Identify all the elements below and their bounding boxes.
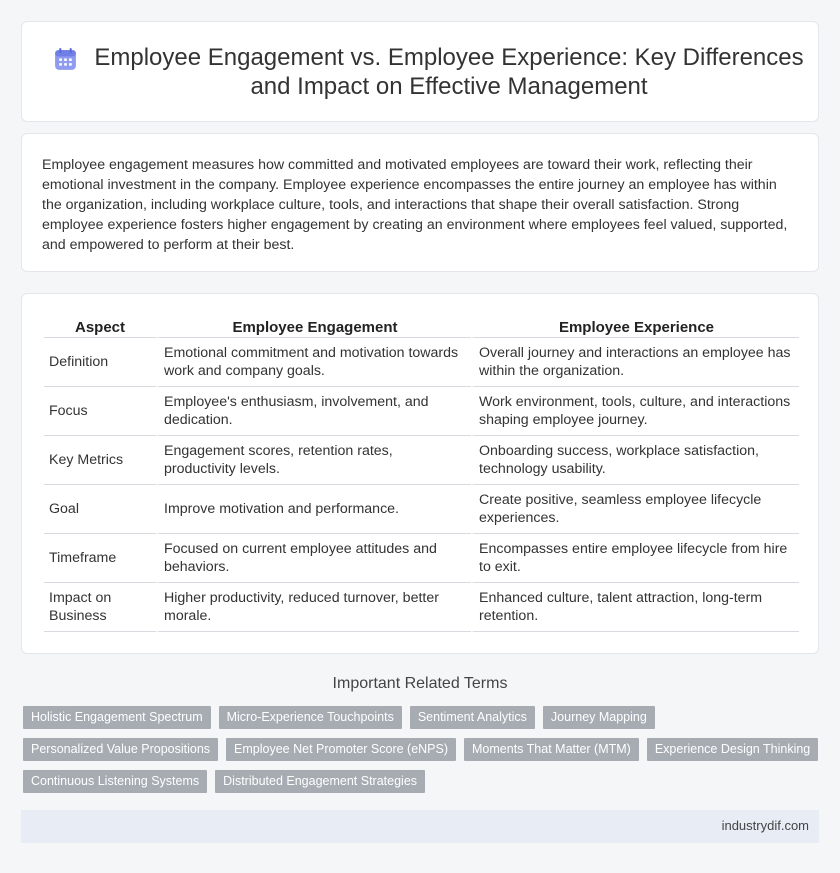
- cell-aspect: Timeframe: [44, 534, 156, 583]
- related-terms-title: Important Related Terms: [332, 675, 508, 692]
- calendar-icon: [53, 47, 78, 72]
- footer-site-link[interactable]: industrydif.com: [721, 818, 809, 833]
- cell-aspect: Impact on Business: [44, 583, 156, 632]
- table-header-row: [44, 314, 799, 338]
- header-employee-experience: Employee Experience: [471, 314, 799, 338]
- related-term-tag[interactable]: Continuous Listening Systems: [23, 770, 207, 793]
- intro-card: [21, 133, 819, 272]
- cell-aspect: Key Metrics: [44, 436, 156, 485]
- cell-aspect: Focus: [44, 387, 156, 436]
- related-terms-row: [23, 770, 813, 793]
- cell-engagement: Focused on current employee attitudes and behaviors.: [156, 534, 471, 583]
- related-term-tag[interactable]: Personalized Value Propositions: [23, 738, 218, 761]
- page-title: Employee Engagement vs. Employee Experience: Key Differences and Impact on Effective Management: [94, 44, 804, 100]
- cell-aspect: Goal: [44, 485, 156, 534]
- table-row: [44, 534, 799, 583]
- table-row: [44, 338, 799, 387]
- related-term-tag[interactable]: Sentiment Analytics: [410, 706, 535, 729]
- cell-experience: Enhanced culture, talent attraction, long-term retention.: [471, 583, 799, 632]
- table-row: [44, 485, 799, 534]
- cell-engagement: Employee's enthusiasm, involvement, and dedication.: [156, 387, 471, 436]
- cell-engagement: Improve motivation and performance.: [156, 485, 471, 534]
- related-terms-row: [23, 738, 813, 761]
- comparison-table-card: [21, 293, 819, 654]
- related-term-tag[interactable]: Experience Design Thinking: [647, 738, 818, 761]
- footer: [21, 810, 819, 843]
- cell-experience: Work environment, tools, culture, and interactions shaping employee journey.: [471, 387, 799, 436]
- cell-aspect: Definition: [44, 338, 156, 387]
- related-terms-row: [23, 706, 813, 729]
- related-term-tag[interactable]: Employee Net Promoter Score (eNPS): [226, 738, 456, 761]
- table-row: [44, 387, 799, 436]
- comparison-table: [44, 314, 799, 632]
- title-card: [21, 21, 819, 122]
- intro-paragraph: Employee engagement measures how committed and motivated employees are toward their work, reflecting their emotional investment in the company. Employee experience encompasses the entire journey an employee has within the organization, including workplace culture, tools, and interactions that shape their overall satisfaction. Strong employee experience fosters higher engagement by creating an environment where employees feel valued, supported, and empowered to perform at their best.: [42, 157, 788, 253]
- table-row: [44, 583, 799, 632]
- related-terms: [23, 706, 813, 802]
- cell-experience: Onboarding success, workplace satisfaction, technology usability.: [471, 436, 799, 485]
- cell-engagement: Higher productivity, reduced turnover, better morale.: [156, 583, 471, 632]
- cell-engagement: Emotional commitment and motivation towards work and company goals.: [156, 338, 471, 387]
- cell-experience: Create positive, seamless employee lifecycle experiences.: [471, 485, 799, 534]
- table-row: [44, 436, 799, 485]
- cell-engagement: Engagement scores, retention rates, productivity levels.: [156, 436, 471, 485]
- related-term-tag[interactable]: Distributed Engagement Strategies: [215, 770, 425, 793]
- related-term-tag[interactable]: Holistic Engagement Spectrum: [23, 706, 211, 729]
- related-term-tag[interactable]: Moments That Matter (MTM): [464, 738, 639, 761]
- header-employee-engagement: Employee Engagement: [156, 314, 471, 338]
- header-aspect: Aspect: [44, 314, 156, 338]
- related-term-tag[interactable]: Micro-Experience Touchpoints: [219, 706, 402, 729]
- cell-experience: Overall journey and interactions an employee has within the organization.: [471, 338, 799, 387]
- cell-experience: Encompasses entire employee lifecycle from hire to exit.: [471, 534, 799, 583]
- related-term-tag[interactable]: Journey Mapping: [543, 706, 655, 729]
